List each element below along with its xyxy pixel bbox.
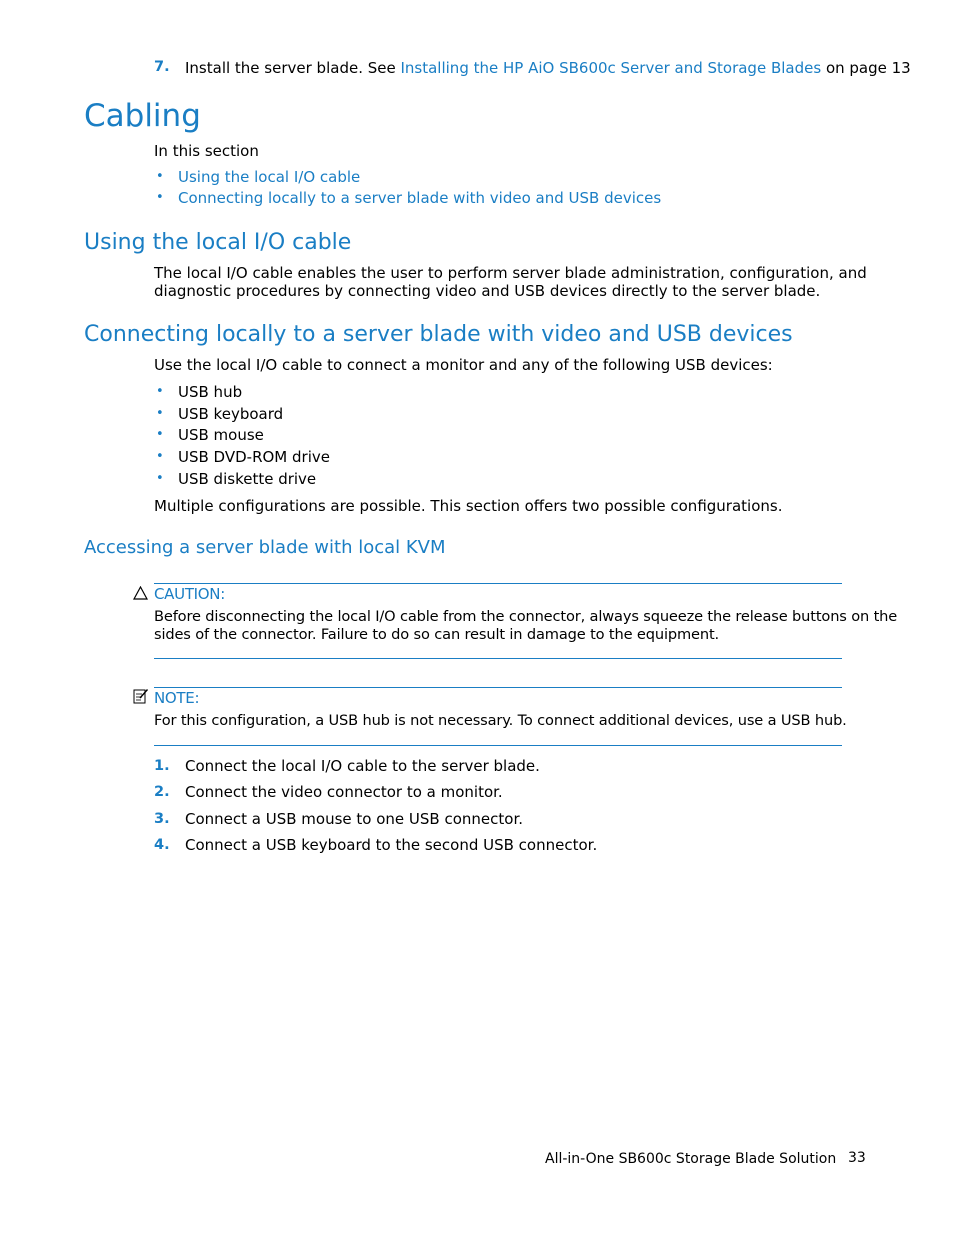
step-text-suffix: on page 13 [821, 59, 911, 77]
section-heading-connecting: Connecting locally to a server blade with video and USB devices [84, 322, 793, 347]
page-number: 33 [848, 1150, 866, 1166]
step-number: 4. [154, 837, 170, 853]
caution-label: CAUTION: [154, 585, 225, 603]
list-item: USB keyboard [178, 405, 284, 423]
paragraph: Multiple configurations are possible. This section offers two possible configurations. [154, 497, 783, 515]
bullet-icon: • [156, 190, 164, 205]
section-intro: In this section [154, 142, 259, 160]
list-item: USB hub [178, 383, 243, 401]
bullet-icon: • [156, 169, 164, 184]
page-title: Cabling [84, 98, 201, 134]
step-text-lead: Install the server blade. See [185, 59, 401, 77]
caution-top-rule [154, 583, 842, 584]
toc-link-local-io-cable[interactable]: Using the local I/O cable [178, 168, 361, 186]
list-item: USB DVD-ROM drive [178, 448, 330, 466]
paragraph: Use the local I/O cable to connect a monitor and any of the following USB devices: [154, 356, 773, 374]
step-number: 7. [154, 59, 170, 75]
caution-triangle-icon [133, 586, 148, 604]
section-heading-local-io: Using the local I/O cable [84, 230, 352, 255]
list-item: USB diskette drive [178, 470, 317, 488]
step-number: 1. [154, 758, 170, 774]
subsection-heading-kvm: Accessing a server blade with local KVM [84, 537, 446, 558]
toc-link-connecting-locally[interactable]: Connecting locally to a server blade with video and USB devices [178, 189, 662, 207]
step-text: Connect the local I/O cable to the server blade. [185, 757, 540, 775]
paragraph-line: diagnostic procedures by connecting video and USB devices directly to the server blade. [154, 282, 821, 300]
list-item: USB mouse [178, 426, 264, 444]
caution-text-line: sides of the connector. Failure to do so can result in damage to the equipment. [154, 626, 720, 643]
step-text: Connect a USB keyboard to the second USB connector. [185, 836, 598, 854]
note-top-rule [154, 687, 842, 688]
caution-text-line: Before disconnecting the local I/O cable from the connector, always squeeze the release buttons on the [154, 608, 898, 625]
note-pencil-icon [133, 688, 149, 708]
bullet-icon: • [156, 384, 164, 399]
caution-bottom-rule [154, 658, 842, 659]
step-text: Connect the video connector to a monitor. [185, 783, 503, 801]
installing-blades-link[interactable]: Installing the HP AiO SB600c Server and Storage Blades [400, 59, 822, 77]
note-text: For this configuration, a USB hub is not necessary. To connect additional devices, use a USB hub. [154, 712, 847, 729]
note-bottom-rule [154, 745, 842, 746]
step-number: 2. [154, 784, 170, 800]
step-text: Connect a USB mouse to one USB connector. [185, 810, 524, 828]
paragraph-line: The local I/O cable enables the user to perform server blade administration, configuration, and [154, 264, 867, 282]
footer-title: All-in-One SB600c Storage Blade Solution [545, 1151, 837, 1167]
step-number: 3. [154, 811, 170, 827]
note-label: NOTE: [154, 689, 200, 707]
bullet-icon: • [156, 449, 164, 464]
bullet-icon: • [156, 406, 164, 421]
step-text [185, 59, 911, 77]
bullet-icon: • [156, 471, 164, 486]
bullet-icon: • [156, 427, 164, 442]
